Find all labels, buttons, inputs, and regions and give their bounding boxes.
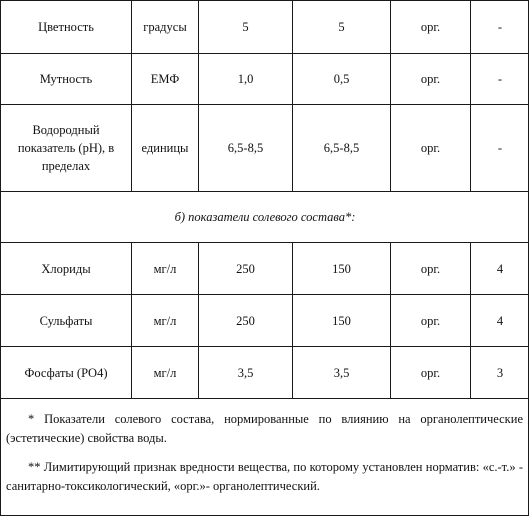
indicator-name-cell: Фосфаты (PO4) xyxy=(1,347,132,399)
harm-indicator-cell: орг. xyxy=(391,295,471,347)
unit-cell: мг/л xyxy=(132,295,199,347)
footnote-limiting-sign: ** Лимитирующий признак вредности вещества, по которому установлен норматив: «с.-т.» - санитарно-токсикологический, «орг.»- органолептический. xyxy=(6,460,523,493)
value-cell: 6,5-8,5 xyxy=(199,105,293,192)
value-cell: 5 xyxy=(293,1,391,54)
indicator-name-cell: Мутность xyxy=(1,54,132,105)
footnote-salt-composition: * Показатели солевого состава, нормированные по влиянию на органолептические (эстетические) свойства воды. xyxy=(6,412,523,445)
indicator-name-cell: Водородный показатель (pH), в пределах xyxy=(1,105,132,192)
table-row-phosphates xyxy=(1,347,529,399)
table-row-turbidity xyxy=(1,54,529,105)
table-row-color xyxy=(1,1,529,54)
value-cell: 250 xyxy=(199,243,293,295)
hazard-class-cell: 4 xyxy=(471,243,529,295)
value-cell: 6,5-8,5 xyxy=(293,105,391,192)
section-row xyxy=(1,192,529,243)
value-cell: 250 xyxy=(199,295,293,347)
unit-cell: единицы xyxy=(132,105,199,192)
hazard-class-cell: - xyxy=(471,54,529,105)
value-cell: 150 xyxy=(293,295,391,347)
harm-indicator-cell: орг. xyxy=(391,347,471,399)
hazard-class-cell: - xyxy=(471,1,529,54)
indicator-name-cell: Сульфаты xyxy=(1,295,132,347)
value-cell: 150 xyxy=(293,243,391,295)
harm-indicator-cell: орг. xyxy=(391,1,471,54)
value-cell: 0,5 xyxy=(293,54,391,105)
footnotes xyxy=(0,396,529,496)
hazard-class-cell: 4 xyxy=(471,295,529,347)
value-cell: 3,5 xyxy=(199,347,293,399)
table-row-ph xyxy=(1,105,529,192)
table-row-sulfates xyxy=(1,295,529,347)
harm-indicator-cell: орг. xyxy=(391,54,471,105)
harm-indicator-cell: орг. xyxy=(391,105,471,192)
table-row-chlorides xyxy=(1,243,529,295)
value-cell: 5 xyxy=(199,1,293,54)
value-cell: 3,5 xyxy=(293,347,391,399)
section-title: б) показатели солевого состава*: xyxy=(1,192,529,243)
unit-cell: ЕМФ xyxy=(132,54,199,105)
unit-cell: мг/л xyxy=(132,347,199,399)
unit-cell: мг/л xyxy=(132,243,199,295)
hazard-class-cell: - xyxy=(471,105,529,192)
unit-cell: градусы xyxy=(132,1,199,54)
value-cell: 1,0 xyxy=(199,54,293,105)
indicator-name-cell: Цветность xyxy=(1,1,132,54)
harm-indicator-cell: орг. xyxy=(391,243,471,295)
indicator-name-cell: Хлориды xyxy=(1,243,132,295)
hazard-class-cell: 3 xyxy=(471,347,529,399)
